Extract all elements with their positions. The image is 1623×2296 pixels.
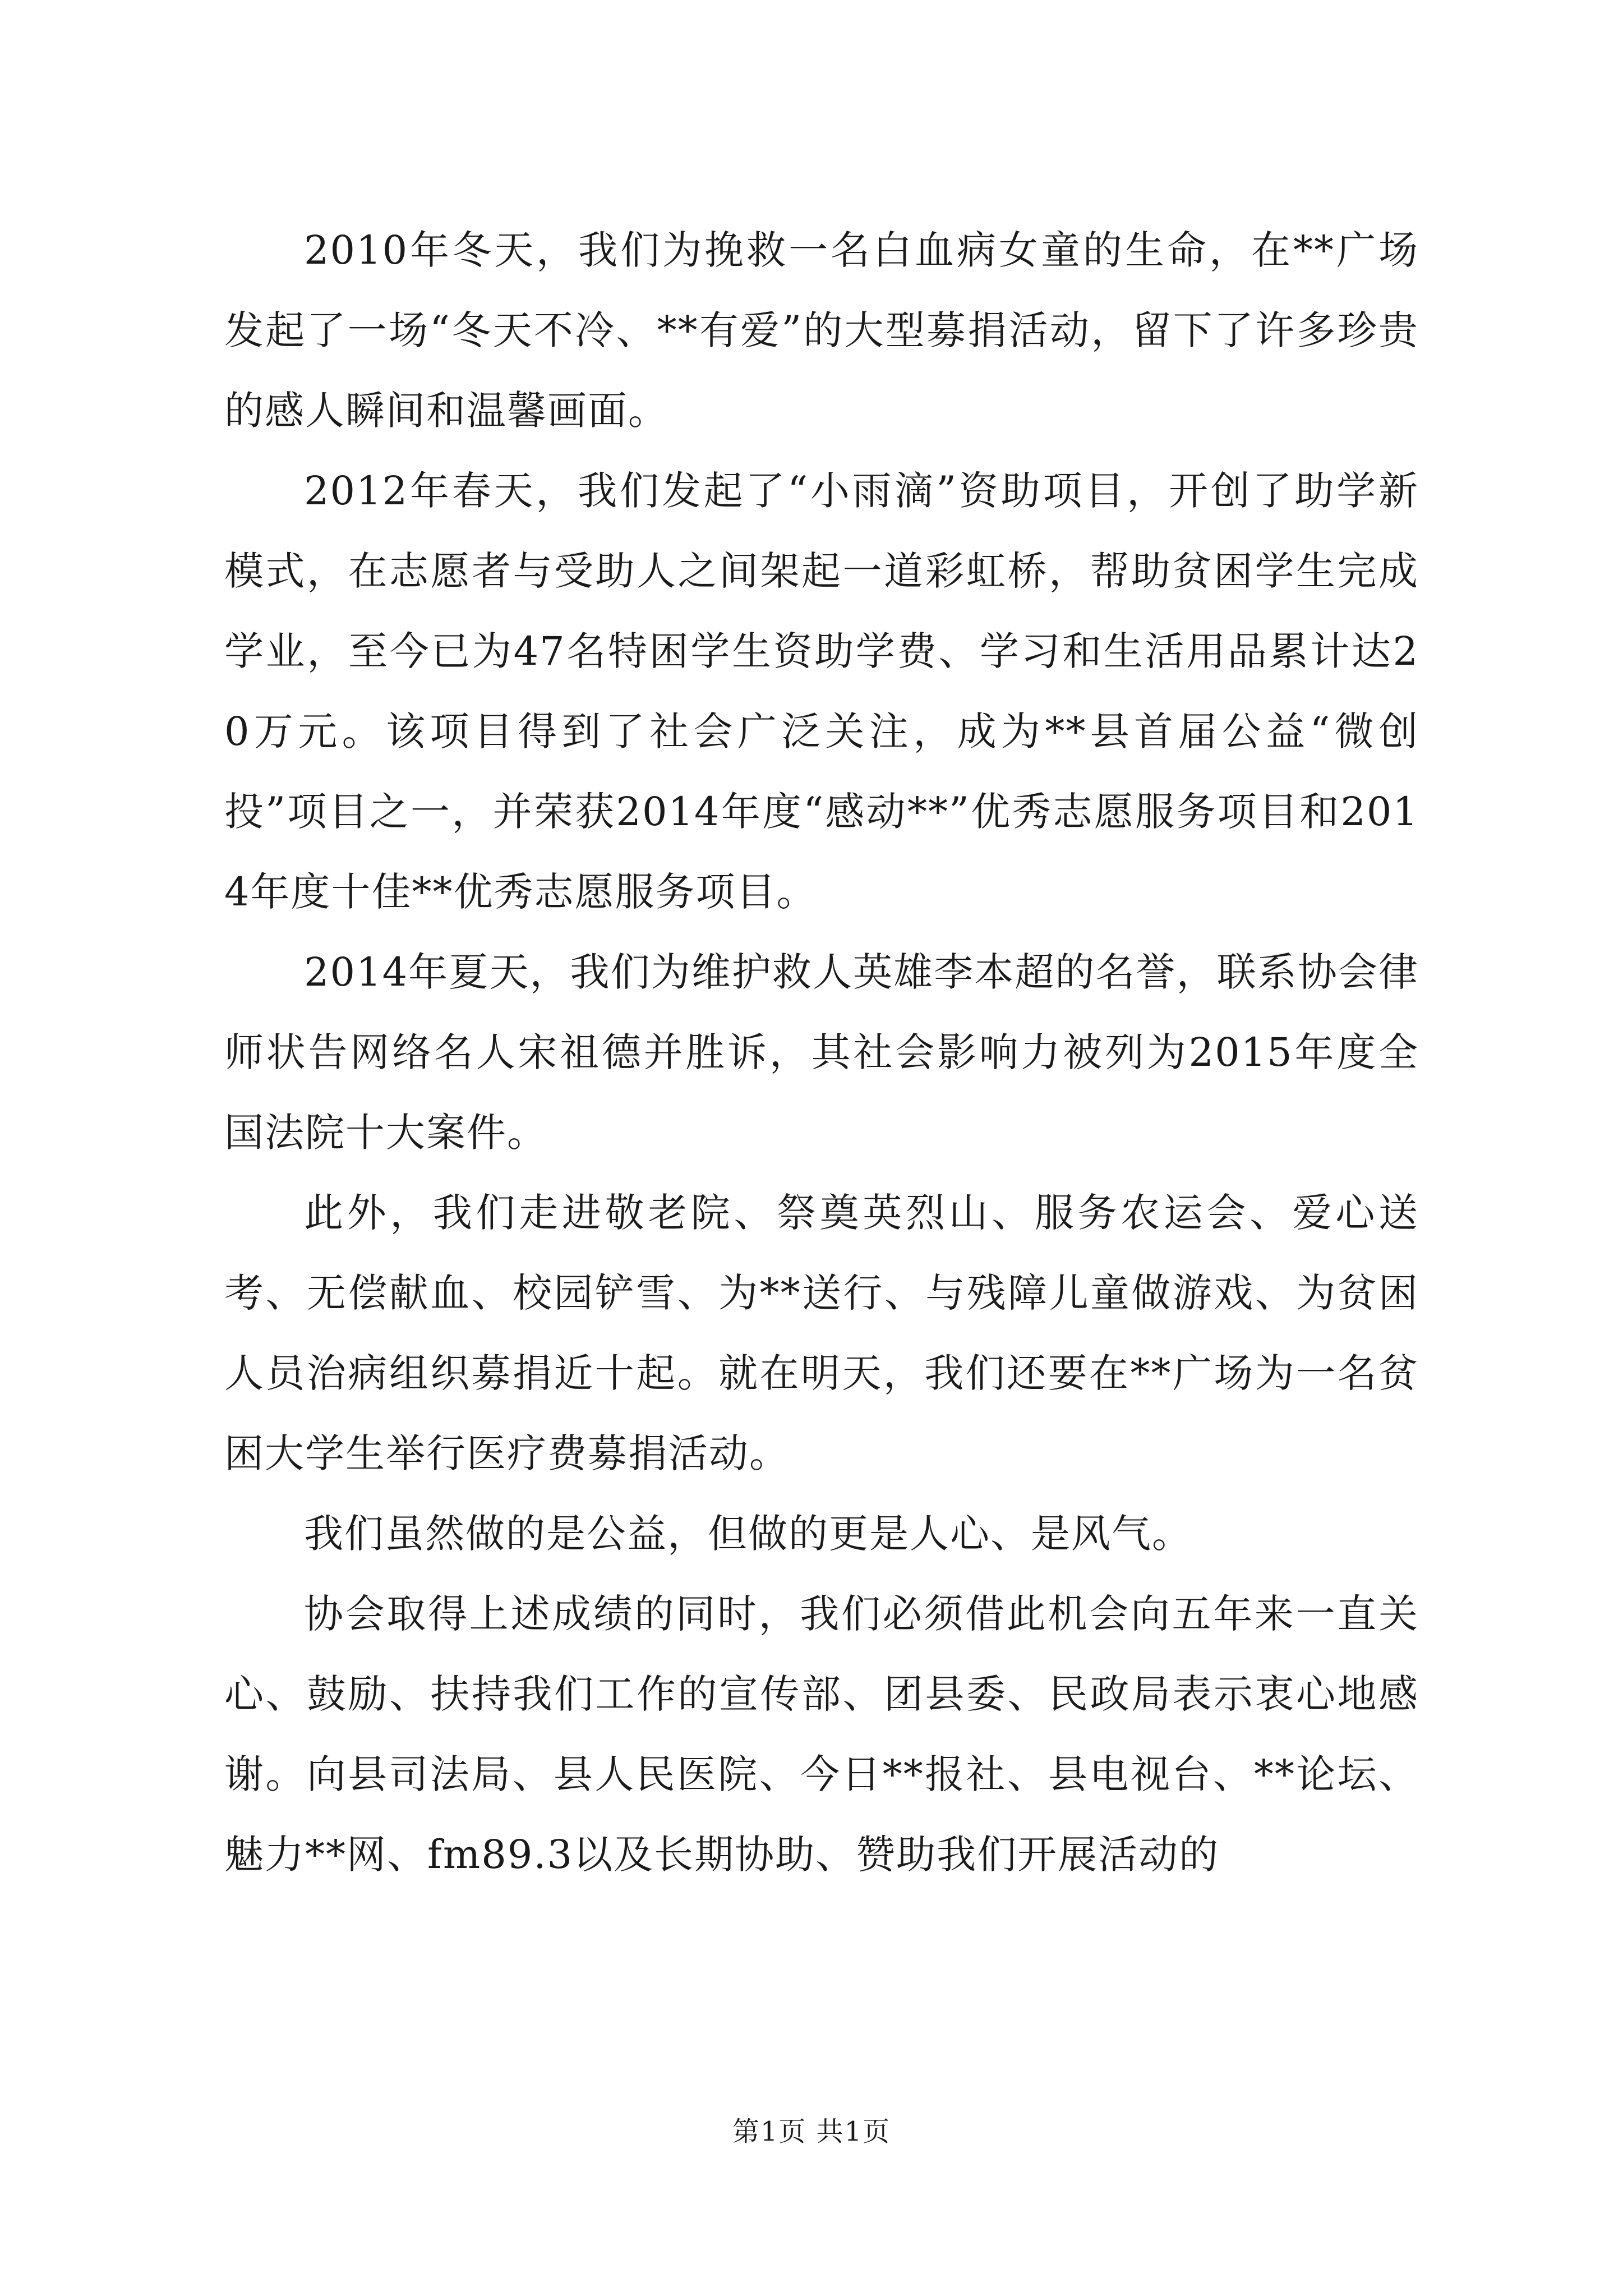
paragraph-summer-2014: 2014年夏天，我们为维护救人英雄李本超的名誉，联系协会律师状告网络名人宋祖德并胜诉，其社会影响力被列为2015年度全国法院十大案件。 [224,949,1419,1156]
paragraph-other-activities: 此外，我们走进敬老院、祭奠英烈山、服务农运会、爱心送考、无偿献血、校园铲雪、为**送行、与残障儿童做游戏、为贫困人员治病组织募捐近十起。就在明天，我们还要在**广场为一名贫困大学生举行医疗费募捐活动。 [224,1190,1419,1476]
paragraph-acknowledgements: 协会取得上述成绩的同时，我们必须借此机会向五年来一直关心、鼓励、扶持我们工作的宣传部、团县委、民政局表示衷心地感谢。向县司法局、县人民医院、今日**报社、县电视台、**论坛、魅力**网、fm89.3以及长期协助、赞助我们开展活动的 [224,1591,1419,1878]
document-body [224,210,1419,1895]
page-number: 第1页 共1页 [732,2116,891,2147]
paragraph-spring-2012: 2012年春天，我们发起了“小雨滴”资助项目，开创了助学新模式，在志愿者与受助人之间架起一道彩虹桥，帮助贫困学生完成学业，至今已为47名特困学生资助学费、学习和生活用品累计达20万元。该项目得到了社会广泛关注，成为**县首届公益“微创投”项目之一，并荣获2014年度“感动**”优秀志愿服务项目和2014年度十佳**优秀志愿服务项目。 [224,468,1419,915]
paragraph-winter-2010: 2010年冬天，我们为挽救一名白血病女童的生命，在**广场发起了一场“冬天不冷、**有爱”的大型募捐活动，留下了许多珍贵的感人瞬间和温馨画面。 [224,227,1419,434]
paragraph-public-welfare: 我们虽然做的是公益，但做的更是人心、是风气。 [304,1511,1192,1557]
